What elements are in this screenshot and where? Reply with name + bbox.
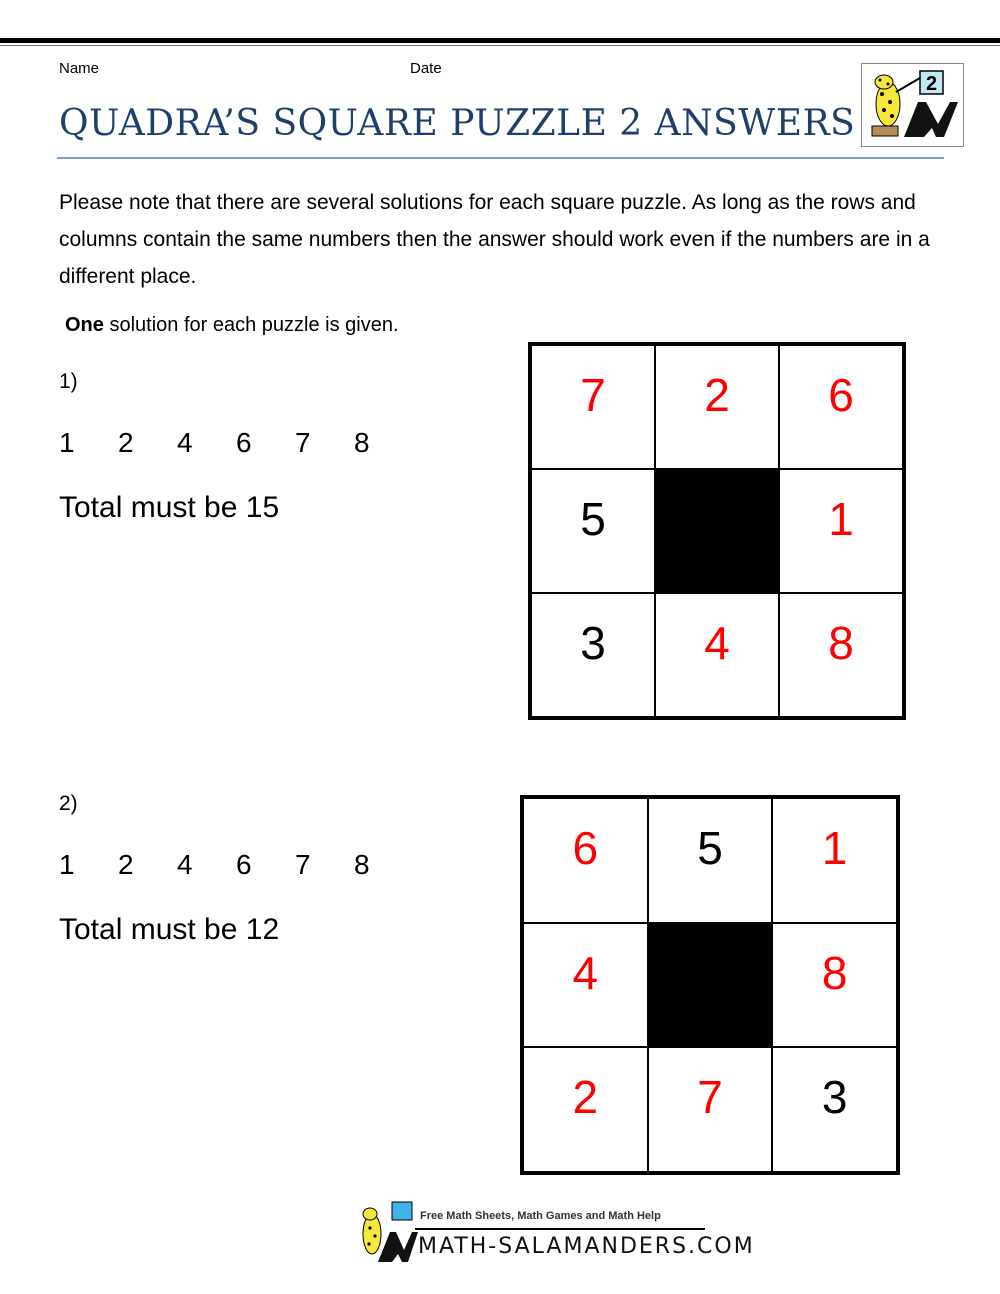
answer-grid — [528, 342, 906, 720]
blocked-cell — [655, 469, 779, 593]
solution-note — [65, 314, 399, 337]
number: 1 — [59, 849, 75, 880]
number: 4 — [177, 427, 193, 458]
name-label: Name — [59, 60, 100, 77]
salamander-teacher-icon — [862, 64, 963, 146]
number: 1 — [59, 427, 75, 458]
title-underline — [57, 157, 944, 159]
grid-cell: 7 — [531, 345, 655, 469]
grid-cell: 6 — [779, 345, 903, 469]
grid-cell: 2 — [523, 1047, 648, 1172]
top-rule-thin — [0, 45, 1000, 46]
footer-site-name[interactable]: MATH-SALAMANDERS.COM — [418, 1234, 755, 1259]
total-text: Total must be 15 — [59, 491, 280, 524]
number: 4 — [177, 849, 193, 880]
svg-text:2: 2 — [925, 73, 938, 95]
number: 7 — [295, 427, 311, 458]
number: 7 — [295, 849, 311, 880]
number: 8 — [354, 427, 370, 458]
number: 8 — [354, 849, 370, 880]
grid-cell: 8 — [779, 593, 903, 717]
solution-note-text: solution for each puzzle is given. — [103, 314, 399, 336]
date-label: Date — [410, 60, 442, 77]
answer-grid — [520, 795, 900, 1175]
number: 6 — [236, 427, 252, 458]
blocked-cell — [648, 923, 773, 1048]
footer-tagline: Free Math Sheets, Math Games and Math Help — [420, 1210, 661, 1222]
number: 6 — [236, 849, 252, 880]
grid-cell: 4 — [523, 923, 648, 1048]
intro-paragraph: Please note that there are several solutions for each square puzzle. As long as the rows and columns contain the same numbers then the answer should work even if the numbers are in a different place. — [59, 191, 930, 288]
number: 2 — [118, 427, 134, 458]
footer-logo[interactable] — [320, 1196, 755, 1268]
puzzle-label: 2) — [59, 792, 78, 815]
top-rule — [0, 38, 1000, 43]
puzzle-label: 1) — [59, 370, 78, 393]
number: 2 — [118, 849, 134, 880]
solution-note-bold: One — [65, 314, 104, 336]
salamander-logo — [861, 63, 964, 147]
grid-cell: 7 — [648, 1047, 773, 1172]
grid-cell: 4 — [655, 593, 779, 717]
grid-cell: 3 — [531, 593, 655, 717]
grid-cell: 8 — [772, 923, 897, 1048]
grid-cell: 2 — [655, 345, 779, 469]
grid-cell: 6 — [523, 798, 648, 923]
page-title: QUADRA’S SQUARE PUZZLE 2 ANSWERS — [59, 103, 856, 144]
number-list — [59, 427, 413, 459]
grid-cell: 5 — [648, 798, 773, 923]
total-text: Total must be 12 — [59, 913, 280, 946]
grid-cell: 5 — [531, 469, 655, 593]
salamander-footer-icon — [320, 1196, 420, 1268]
grid-cell: 1 — [779, 469, 903, 593]
grid-cell: 1 — [772, 798, 897, 923]
grid-cell: 3 — [772, 1047, 897, 1172]
number-list — [59, 849, 413, 881]
footer-rule — [415, 1228, 705, 1230]
